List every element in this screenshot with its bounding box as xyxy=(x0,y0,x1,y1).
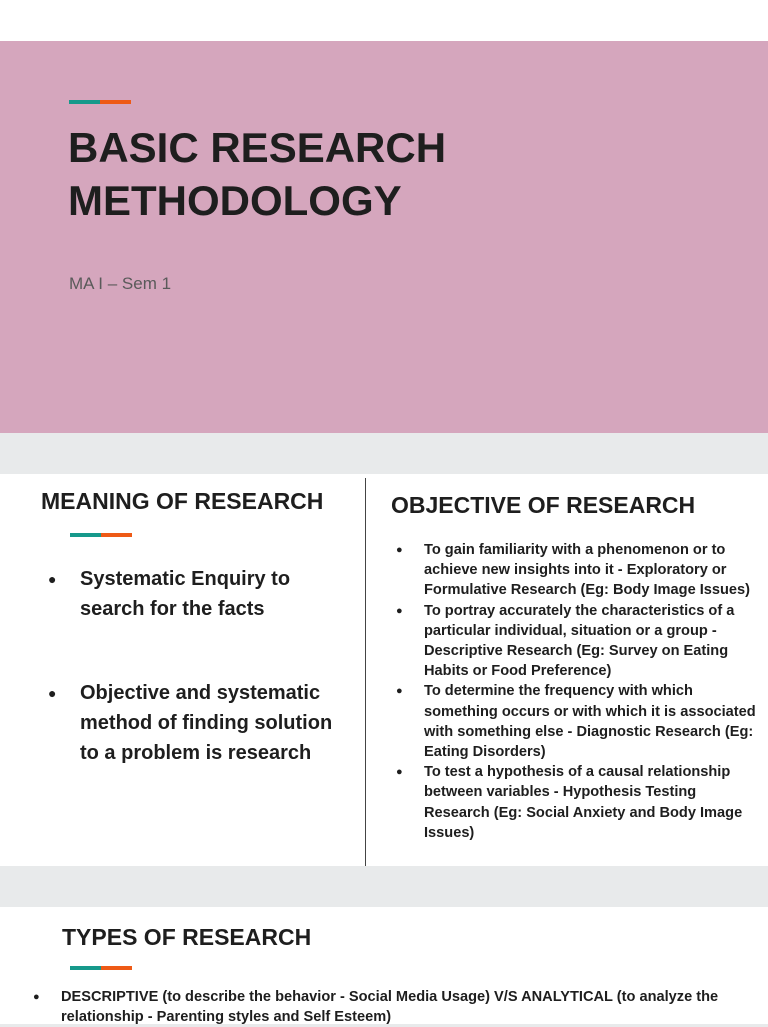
types-heading: TYPES OF RESEARCH xyxy=(62,924,312,950)
meaning-accent-line xyxy=(70,533,132,537)
list-item: ● Systematic Enquiry to search for the facts xyxy=(48,564,348,624)
types-accent-line xyxy=(70,966,132,970)
meaning-objective-slide xyxy=(0,474,768,866)
list-item: ● To gain familiarity with a phenomenon or to achieve new insights into it - Exploratory or Formulative Research (Eg: Body Image Issues) xyxy=(396,540,756,601)
objective-list xyxy=(396,540,756,843)
subtitle: MA I – Sem 1 xyxy=(69,274,172,293)
title-accent-line xyxy=(69,100,131,104)
meaning-heading: MEANING OF RESEARCH xyxy=(41,488,324,514)
main-title-line2: METHODOLOGY xyxy=(68,177,402,224)
viewer-top-bar xyxy=(0,0,768,41)
main-title-line1: BASIC RESEARCH xyxy=(68,124,447,171)
objective-column xyxy=(366,474,768,866)
main-title xyxy=(68,121,446,227)
list-item: ● DESCRIPTIVE (to describe the behavior - Social Media Usage) V/S ANALYTICAL (to analyze the relationship - Parenting styles and Self Esteem) xyxy=(33,987,733,1027)
title-slide xyxy=(0,41,768,433)
list-item: ● To test a hypothesis of a causal relationship between variables - Hypothesis Testing Research (Eg: Social Anxiety and Body Image Issues) xyxy=(396,762,756,843)
list-item: ● To portray accurately the characteristics of a particular individual, situation or a group - Descriptive Research (Eg: Survey on Eating Habits or Food Preference) xyxy=(396,601,756,682)
types-list xyxy=(33,987,733,1027)
list-item: ● To determine the frequency with which something occurs or with which it is associated with something else - Diagnostic Research (Eg: Eating Disorders) xyxy=(396,681,756,762)
types-slide xyxy=(0,907,768,1024)
meaning-column xyxy=(0,474,365,866)
meaning-list xyxy=(48,564,348,768)
list-item: ● Objective and systematic method of finding solution to a problem is research xyxy=(48,678,348,768)
objective-heading: OBJECTIVE OF RESEARCH xyxy=(391,492,696,518)
